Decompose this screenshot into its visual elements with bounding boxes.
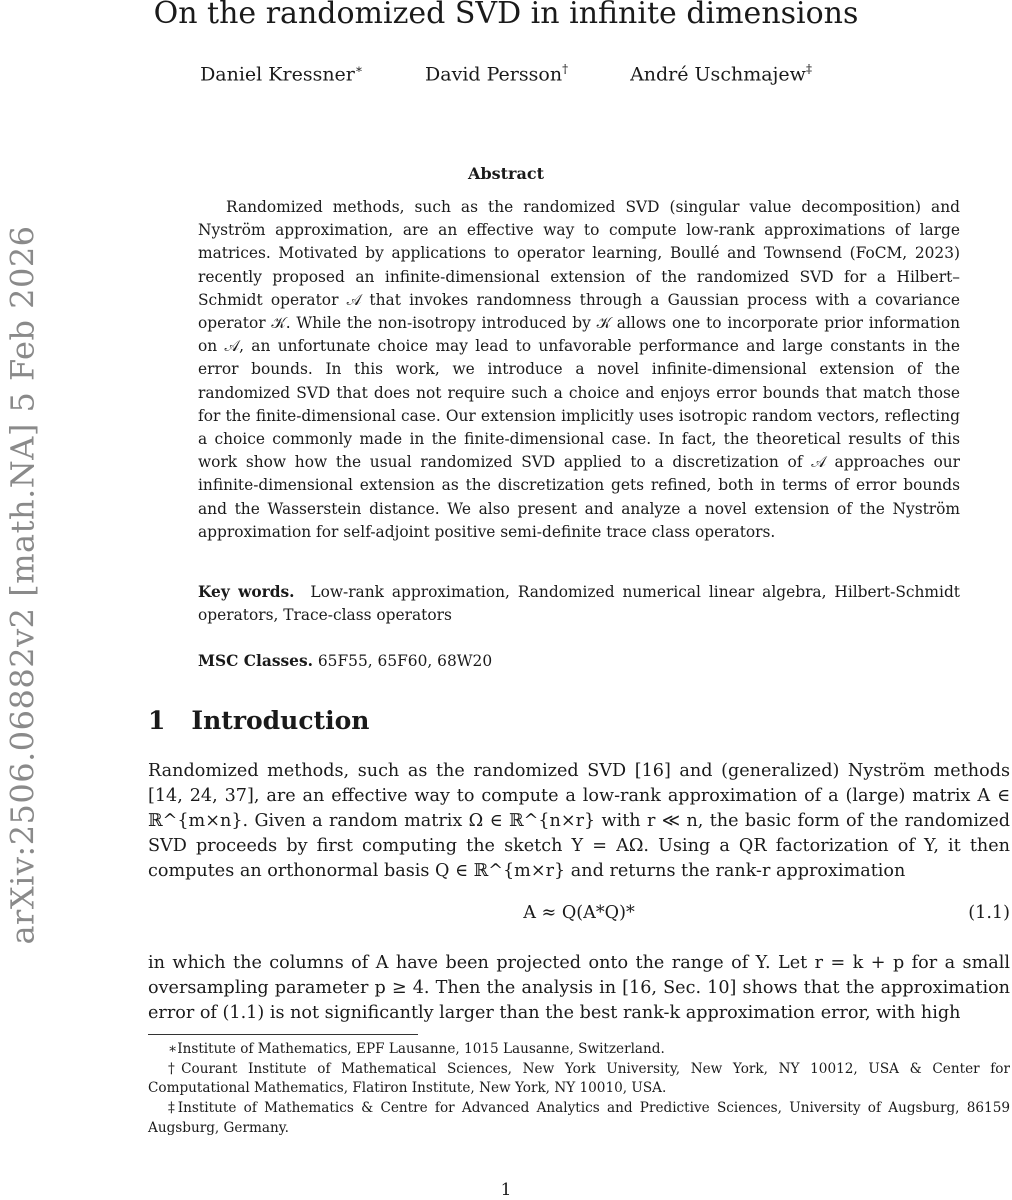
footnote: †Courant Institute of Mathematical Sciences, New York University, New York, NY 10012, USA & Center for Computational Mathematics, Flatiron Institute, New York, NY 10010, USA. xyxy=(148,1060,1010,1097)
msc-text: 65F55, 65F60, 68W20 xyxy=(317,652,493,670)
abstract-text: Randomized methods, such as the randomized SVD (singular value decomposition) and Nyström approximation, are an effective way to compute low-rank approximations of large matrices. Motivated by applications to operator learning, Boullé and Townsend (FoCM, 2023) recently proposed an infinite-dimensional extension of the randomized SVD for a Hilbert–Schmidt operator 𝒜 that invokes randomness through a Gaussian process with a covariance operator 𝒦. While the non-isotropy introduced by 𝒦 allows one to incorporate prior information on 𝒜, an unfortunate choice may lead to unfavorable performance and large constants in the error bounds. In this work, we introduce a novel infinite-dimensional extension of the randomized SVD that does not require such a choice and enjoys error bounds that match those for the finite-dimensional case. Our extension implicitly uses isotropic random vectors, reflecting a choice commonly made in the finite-dimensional case. In fact, the theoretical results of this work show how the usual randomized SVD applied to a discretization of 𝒜 approaches our infinite-dimensional extension as the discretization gets refined, both in terms of error bounds and the Wasserstein distance. We also present and analyze a novel extension of the Nyström approximation for self-adjoint positive semi-definite trace class operators. xyxy=(198,198,960,541)
section-title: Introduction xyxy=(191,706,370,735)
arxiv-sidebar-stamp xyxy=(0,200,46,970)
author: Daniel Kressner∗ xyxy=(200,62,364,86)
section-number: 1 xyxy=(148,706,166,735)
equation-label: (1.1) xyxy=(968,903,1010,923)
intro-paragraph-2: in which the columns of A have been projected onto the range of Y. Let r = k + p for a small oversampling parameter p ≥ 4. Then the analysis in [16, Sec. 10] shows that the approximation error of (1.1) is not significantly larger than the best rank-k approximation error, with high xyxy=(148,953,1010,1023)
section-heading xyxy=(148,706,369,735)
msc-classes xyxy=(198,650,960,673)
abstract-heading: Abstract xyxy=(468,164,544,183)
footnotes xyxy=(148,1040,1010,1139)
keywords xyxy=(198,581,960,627)
page-number: 1 xyxy=(500,1180,512,1200)
keywords-label: Key words. xyxy=(198,583,295,601)
author: André Uschmajew‡ xyxy=(630,62,812,86)
paper-title: On the randomized SVD in infinite dimensions xyxy=(153,0,859,31)
footnote: ∗Institute of Mathematics, EPF Lausanne, 1015 Lausanne, Switzerland. xyxy=(168,1041,665,1057)
intro-paragraph-1: Randomized methods, such as the randomized SVD [16] and (generalized) Nyström methods [14, 24, 37], are an effective way to compute a low-rank approximation of a (large) matrix A ∈ ℝ^{m×n}. Given a random matrix Ω ∈ ℝ^{n×r} with r ≪ n, the basic form of the randomized SVD proceeds by first computing the sketch Y = AΩ. Using a QR factorization of Y, it then computes an orthonormal basis Q ∈ ℝ^{m×r} and returns the rank-r approximation xyxy=(148,761,1010,881)
footnote: ‡Institute of Mathematics & Centre for Advanced Analytics and Predictive Sciences, University of Augsburg, 86159 Augsburg, Germany. xyxy=(148,1100,1010,1136)
author-list xyxy=(0,62,1012,85)
equation-1-1 xyxy=(148,903,1010,929)
arxiv-identifier: arXiv:2506.06882v2 [math.NA] 5 Feb 2026 xyxy=(4,225,42,945)
author: David Persson† xyxy=(425,62,569,86)
footnote-rule xyxy=(148,1034,418,1035)
keywords-text: Low-rank approximation, Randomized numerical linear algebra, Hilbert-Schmidt operators, Trace-class operators xyxy=(198,583,960,624)
msc-label: MSC Classes. xyxy=(198,652,313,670)
equation-expression: A ≈ Q(A*Q)* xyxy=(523,903,635,923)
